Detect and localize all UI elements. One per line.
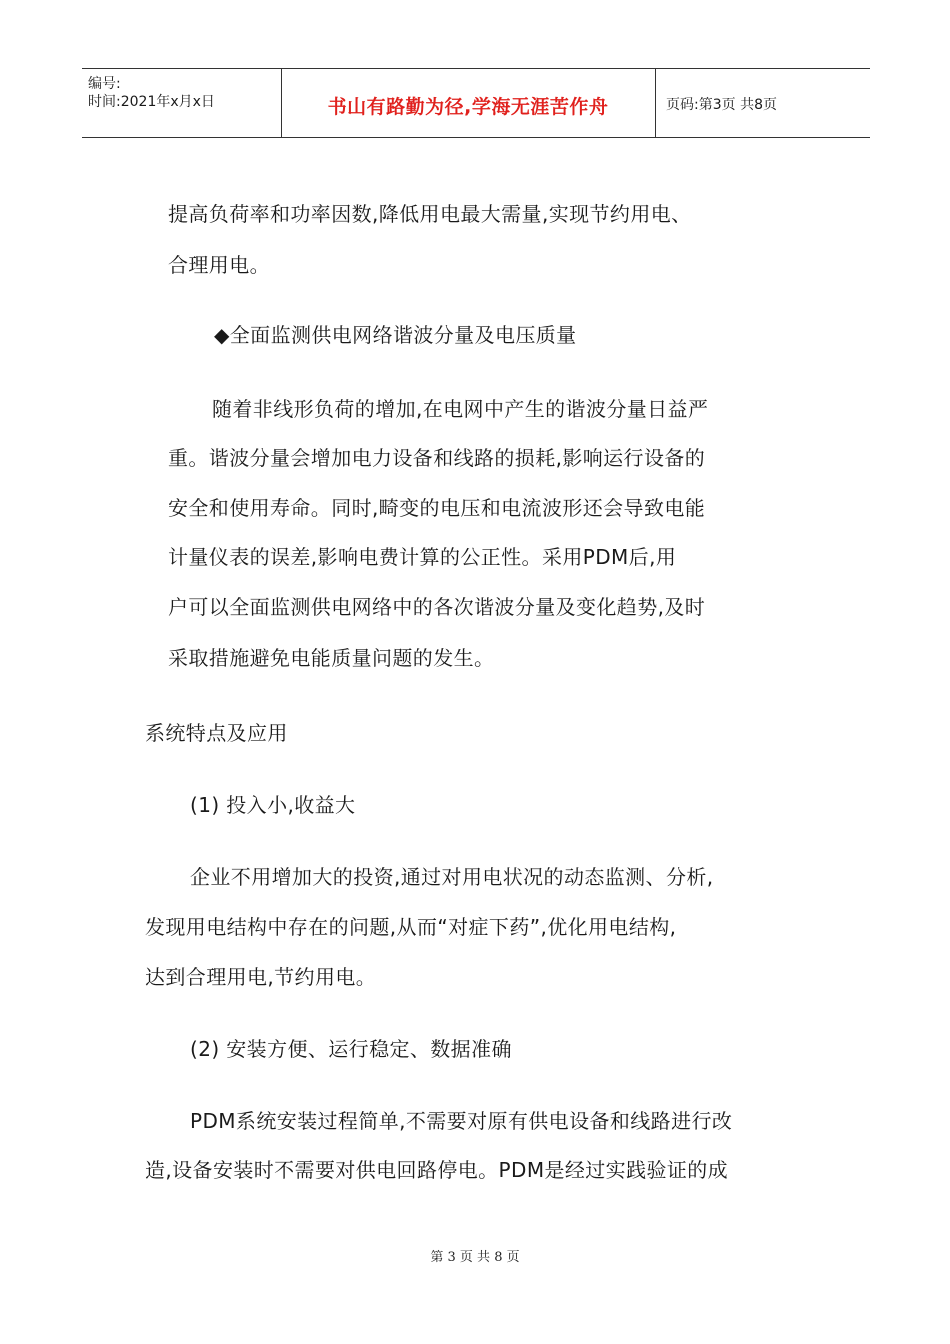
body-line: 合理用电。 [168,253,270,277]
body-line: PDM系统安装过程简单,不需要对原有供电设备和线路进行改 [190,1109,733,1133]
header-left-cell [82,69,282,137]
header-motto: 书山有路勤为径,学海无涯苦作舟 [327,96,609,118]
header-page-info: 页码:第3页 共8页 [666,97,777,113]
body-line: 提高负荷率和功率因数,降低用电最大需量,实现节约用电、 [168,202,692,226]
body-line: 达到合理用电,节约用电。 [145,965,377,989]
page-footer: 第 3 页 共 8 页 [430,1250,520,1265]
subsection-heading: (1) 投入小,收益大 [190,793,356,817]
body-line: 计量仪表的误差,影响电费计算的公正性。采用PDM后,用 [168,545,677,569]
number-label: 编号: [88,76,121,92]
body-line: 户可以全面监测供电网络中的各次谐波分量及变化趋势,及时 [168,595,706,619]
subsection-heading: (2) 安装方便、运行稳定、数据准确 [190,1037,512,1061]
header-motto-cell [281,69,656,137]
document-header [82,68,870,138]
body-line: 企业不用增加大的投资,通过对用电状况的动态监测、分析, [190,865,714,889]
body-line: 重。谐波分量会增加电力设备和线路的损耗,影响运行设备的 [168,446,706,470]
bullet-heading: ◆全面监测供电网络谐波分量及电压质量 [214,323,577,347]
section-heading: 系统特点及应用 [145,721,288,745]
body-line: 发现用电结构中存在的问题,从而“对症下药”,优化用电结构, [145,915,677,939]
date-label: 时间:2021年x月x日 [88,94,215,110]
body-line: 随着非线形负荷的增加,在电网中产生的谐波分量日益严 [212,397,709,421]
body-line: 安全和使用寿命。同时,畸变的电压和电流波形还会导致电能 [168,496,706,520]
body-line: 造,设备安装时不需要对供电回路停电。PDM是经过实践验证的成 [145,1158,729,1182]
header-page-cell [656,69,870,137]
body-line: 采取措施避免电能质量问题的发生。 [168,646,495,670]
